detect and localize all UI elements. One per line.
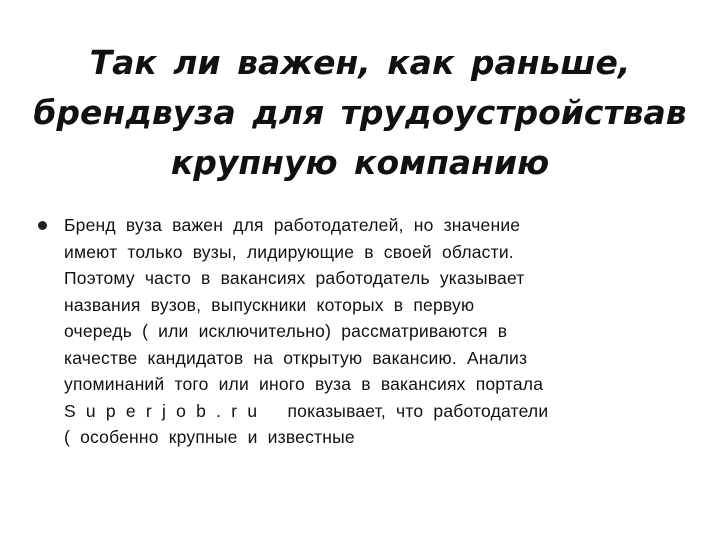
- title-line-1: Так ли важен, как раньше,: [89, 43, 631, 82]
- body-line-4: названия вузов, выпускники которых в первую: [64, 294, 475, 315]
- bullet-dot-icon: [38, 221, 47, 230]
- slide-title: [20, 38, 700, 188]
- title-line-3: крупную компанию: [170, 143, 550, 182]
- body-line-3: Поэтому часто в вакансиях работодатель указывает: [64, 268, 525, 288]
- body-line-8: [64, 398, 696, 425]
- body-line-8-rest: показывает, что работодатели: [287, 400, 549, 421]
- body-line-5: очередь ( или исключительно) рассматриваются в: [64, 321, 508, 341]
- body-line-7: упоминаний того или иного вуза в вакансиях портала: [64, 374, 544, 394]
- bullet-item: [36, 212, 696, 451]
- title-line-2: брендвуза для трудоустройствав: [33, 93, 687, 132]
- body-line-1: Бренд вуза важен для работодателей, но значение: [64, 215, 521, 235]
- site-name: S u p e r j o b . r u: [64, 400, 258, 421]
- body-line-9: ( особенно крупные и известные: [64, 427, 355, 447]
- body-line-6: качестве кандидатов на открытую вакансию. Анализ: [64, 347, 528, 368]
- body-line-2: имеют только вузы, лидирующие в своей области.: [64, 241, 514, 262]
- bullet-list: [36, 212, 696, 451]
